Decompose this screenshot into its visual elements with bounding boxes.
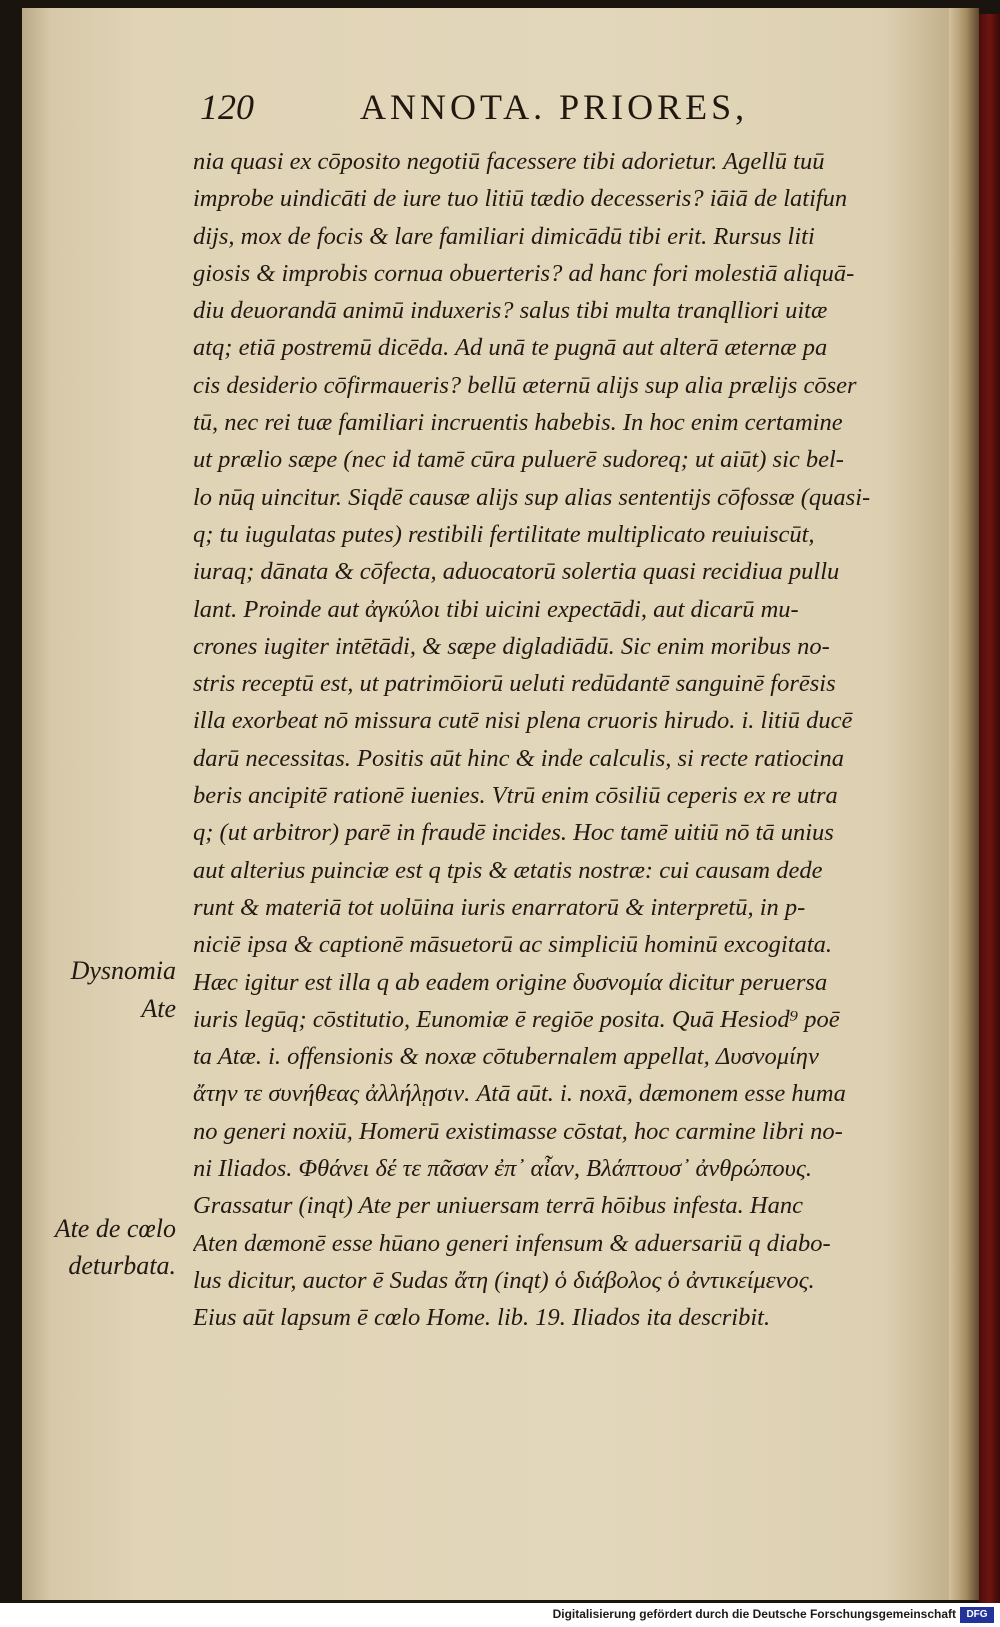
- dfg-logo-icon: DFG: [960, 1607, 994, 1623]
- main-text-block: [193, 143, 886, 1337]
- page-number: 120: [200, 87, 254, 127]
- text-line: lo nūq uincitur. Siqdē causæ alijs sup alias sententijs cōfossæ (quasi-: [193, 483, 871, 511]
- text-line: lant. Proinde aut ἀγκύλοι tibi uicini expectādi, aut dicarū mu-: [193, 595, 799, 623]
- text-line: illa exorbeat nō missura cutē nisi plena cruoris hirudo. i. litiū ducē: [193, 707, 853, 735]
- text-line: q; tu iugulatas putes) restibili fertilitate multiplicato reuiuiscūt,: [193, 520, 815, 548]
- text-line: Aten dæmonē esse hūano generi infensum & aduersariū q diabo-: [193, 1229, 831, 1257]
- text-line: beris ancipitē rationē iuenies. Vtrū enim cōsiliū ceperis ex re utra: [193, 782, 838, 810]
- book-binding-edge: [979, 14, 1000, 1603]
- text-line: no generi noxiū, Homerū existimasse cōstat, hoc carmine libri no-: [193, 1117, 843, 1145]
- text-line: Hæc igitur est illa q ab eadem origine δυσνομία dicitur peruersa: [193, 968, 828, 996]
- page-shadow-edge: [949, 8, 979, 1600]
- page-header: [200, 86, 760, 136]
- text-line: ἄτην τε συνήθεας ἀλλήλῃσιν. Atā aūt. i. noxā, dæmonem esse huma: [193, 1080, 846, 1108]
- text-line: iuraq; dānata & cōfecta, aduocatorū solertia quasi recidiua pullu: [193, 558, 840, 586]
- text-line: cis desiderio cōfirmaueris? bellū æternū alijs sup alia prælijs cōser: [193, 371, 857, 399]
- margin-note-dysnomia: Dysnomia: [70, 956, 176, 985]
- running-head: ANNOTA. PRIORES,: [360, 87, 749, 127]
- text-line: improbe uindicāti de iure tuo litiū tædio decesseris? iāiā de latifun: [193, 185, 848, 213]
- text-line: stris receptū est, ut patrimōiorū ueluti redūdantē sanguinē forēsis: [193, 670, 836, 698]
- text-line: niciē ipsa & captionē māsuetorū ac simpliciū hominū excogitata.: [193, 931, 832, 959]
- funding-credit: Digitalisierung gefördert durch die Deutsche Forschungsgemeinschaft: [552, 1607, 956, 1621]
- margin-note-ate-de-coelo: Ate de cœlo: [54, 1214, 176, 1243]
- text-line: runt & materiā tot uolūina iuris enarratorū & interpretū, in p-: [193, 893, 806, 921]
- text-line: nia quasi ex cōposito negotiū facessere tibi adorietur. Agellū tuū: [193, 148, 825, 175]
- digitization-footer: [0, 1603, 1000, 1627]
- text-line: Eius aūt lapsum ē cœlo Home. lib. 19. Iliados ita describit.: [193, 1304, 771, 1332]
- margin-note-ate: Ate: [141, 994, 176, 1023]
- text-line: dijs, mox de focis & lare familiari dimicādū tibi erit. Rursus liti: [193, 222, 815, 250]
- text-line: iuris legūq; cōstitutio, Eunomiæ ē regiōe posita. Quā Hesiod⁹ poē: [193, 1005, 840, 1033]
- text-line: ut prælio sæpe (nec id tamē cūra puluerē sudoreq; ut aiūt) sic bel-: [193, 446, 844, 474]
- text-line: lus dicitur, auctor ē Sudas ἄτη (inqt) ὁ διάβολος ὁ ἀντικείμενος.: [193, 1266, 815, 1294]
- text-line: giosis & improbis cornua obuerteris? ad hanc fori molestiā aliquā-: [193, 259, 855, 287]
- text-line: atq; etiā postremū dicēda. Ad unā te pugnā aut alterā æternæ pa: [193, 334, 828, 362]
- text-line: diu deuorandā animū induxeris? salus tibi multa tranqlliori uitæ: [193, 297, 828, 325]
- text-line: ta Atæ. i. offensionis & noxæ cōtubernalem appellat, Δυσνομίην: [193, 1043, 819, 1071]
- text-line: darū necessitas. Positis aūt hinc & inde calculis, si recte ratiocina: [193, 744, 844, 772]
- text-line: Grassatur (inqt) Ate per uniuersam terrā hōibus infesta. Hanc: [193, 1192, 803, 1220]
- text-line: aut alterius puinciæ est q tpis & ætatis nostræ: cui causam dede: [193, 856, 823, 884]
- text-line: ni Iliados. Φθάνει δέ τε πᾶσαν ἐπ᾽ αἶαν, Βλάπτουσ᾽ ἀνθρώπους.: [193, 1155, 812, 1183]
- text-line: tū, nec rei tuæ familiari incruentis habebis. In hoc enim certamine: [193, 409, 843, 437]
- text-line: q; (ut arbitror) parē in fraudē incides. Hoc tamē uitiū nō tā unius: [193, 819, 834, 847]
- text-line: crones iugiter intētādi, & sæpe digladiādū. Sic enim moribus no-: [193, 632, 830, 660]
- margin-note-deturbata: deturbata.: [68, 1251, 176, 1280]
